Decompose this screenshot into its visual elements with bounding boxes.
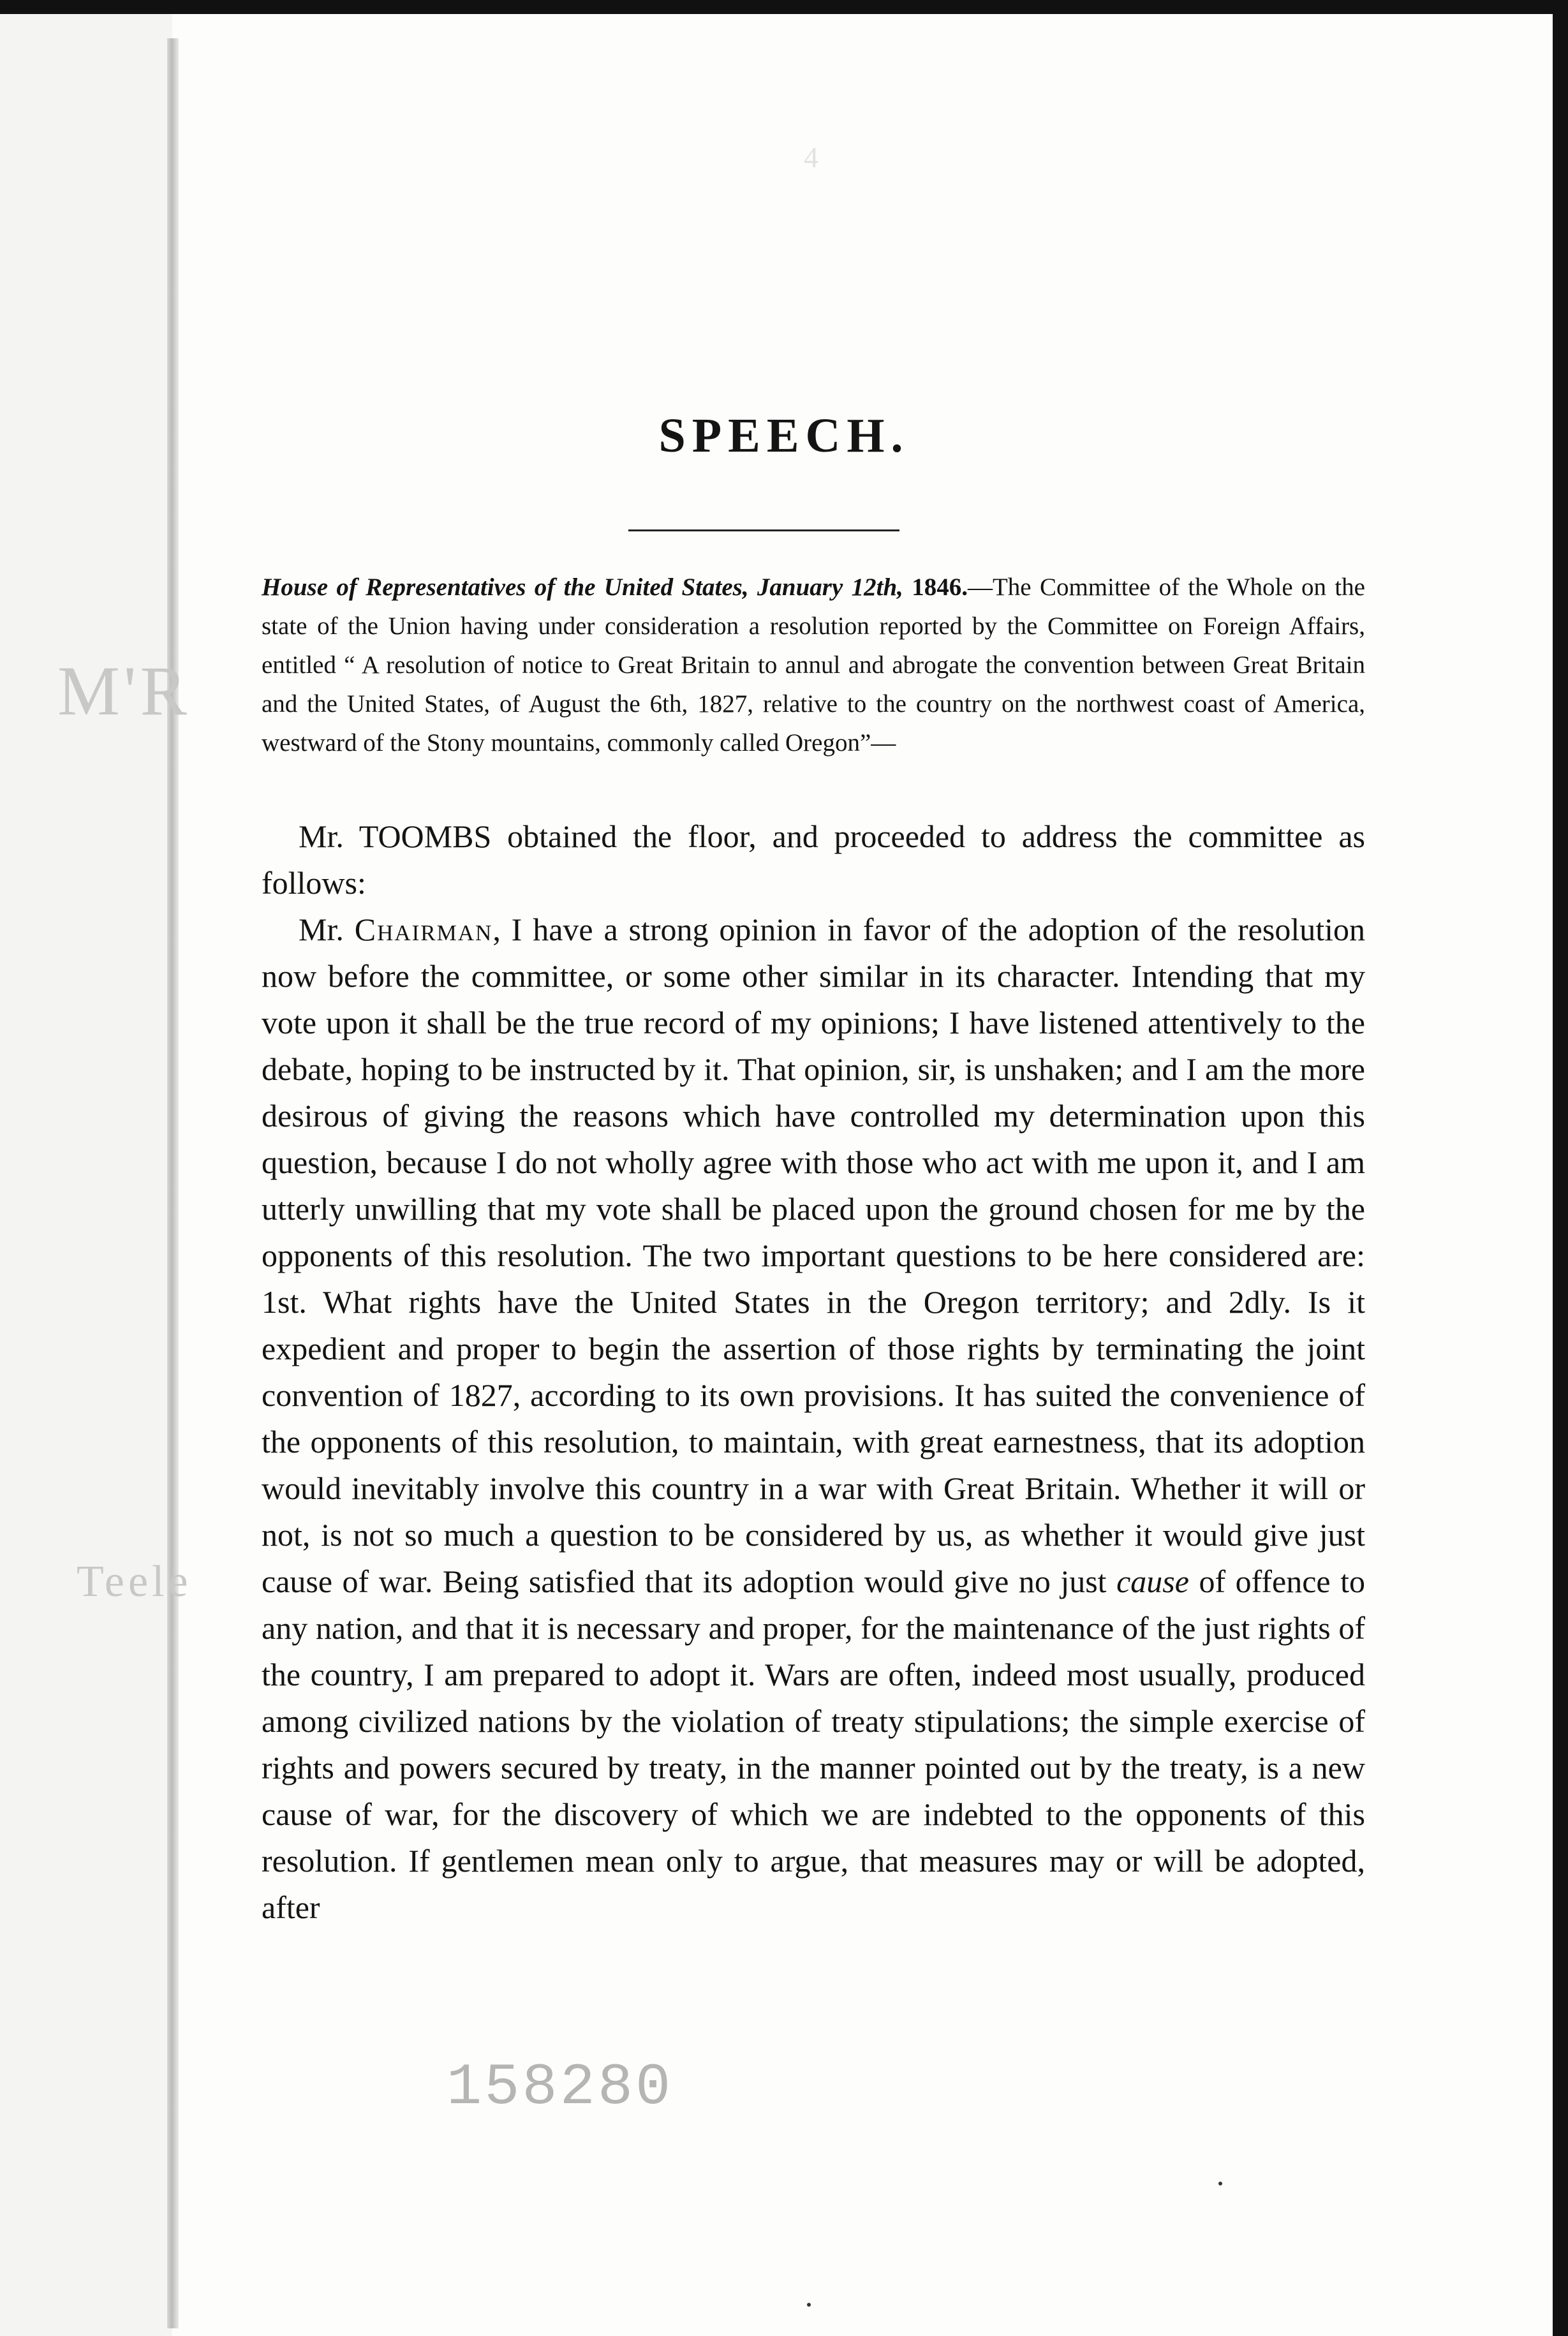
bleed-through-text: M'R — [57, 652, 191, 730]
library-stamp-number: 158280 — [447, 2054, 674, 2121]
facing-page-edge — [0, 14, 172, 2336]
p2-chairman: Chairman — [354, 912, 493, 947]
p2-prefix: Mr. — [299, 912, 355, 947]
paper-speck — [807, 2303, 811, 2307]
bleed-through-text-lower: Teele — [77, 1557, 192, 1606]
speech-body — [262, 813, 1365, 1931]
page-title: SPEECH. — [658, 409, 910, 462]
p2-text-a: , I have a strong opinion in favor of the adoption of the resolution now before the committee, or some other similar in its character. Intending that my vote upon it shall be the true record of my opinions; I have listened attentively to the debate, hoping to be instructed by it. That opinion, sir, is unshaken; and I am the more desirous of giving the reasons which have controlled my determination upon this question, because I do not wholly agree with those who act with me upon it, and I am utterly unwilling that my vote shall be placed upon the ground chosen for me by the opponents of this resolution. The two important questions to be here considered are: 1st. What rights have the United States in the Oregon territory; and 2dly. Is it expedient and proper to begin the assertion of those rights by terminating the joint convention of 1827, according to its own provisions. It has suited the convenience of the opponents of this resolution, to maintain, with great earnestness, that its adoption would inevitably involve this country in a war with Great Britain. Whether it will or not, is not so much a question to be considered by us, as whether it would give just cause of war. Being satisfied that its adoption would give no just — [262, 912, 1365, 1599]
intro-lead: House of Representatives of the United States, January 12th, — [262, 573, 903, 601]
paper-speck — [1218, 2182, 1222, 2185]
scan-border-top — [0, 0, 1568, 14]
intro-paragraph — [262, 568, 1365, 762]
intro-text: —The Committee of the Whole on the state of the Union having under consideration a resolution reported by the Committee on Foreign Affairs, entitled “ A resolution of notice to Great Britain to annul and abrogate the convention between Great Britain and the United States, of August the 6th, 1827, relative to the country on the northwest coast of America, westward of the Stony mountains, commonly called Oregon”— — [262, 573, 1365, 757]
p2-italic-cause: cause — [1116, 1563, 1189, 1599]
scan-border-right — [1553, 0, 1568, 2336]
title-rule — [628, 529, 899, 531]
intro-date: 1846. — [912, 573, 968, 601]
ghost-page-number: 4 — [804, 141, 818, 174]
body-paragraph-2 — [262, 906, 1365, 1931]
p2-text-b: of offence to any nation, and that it is necessary and proper, for the maintenance of the just rights of the country, I am prepared to adopt it. Wars are often, indeed most usually, produced among civilized nations by the violation of treaty stipulations; the simple exercise of rights and powers secured by treaty, in the manner pointed out by the treaty, is a new cause of war, for the discovery of which we are indebted to the opponents of this resolution. If gentlemen mean only to argue, that measures may or will be adopted, after — [262, 1563, 1365, 1925]
book-gutter — [167, 38, 179, 2328]
body-paragraph-1: Mr. TOOMBS obtained the floor, and proceeded to address the committee as follows: — [262, 818, 1365, 901]
